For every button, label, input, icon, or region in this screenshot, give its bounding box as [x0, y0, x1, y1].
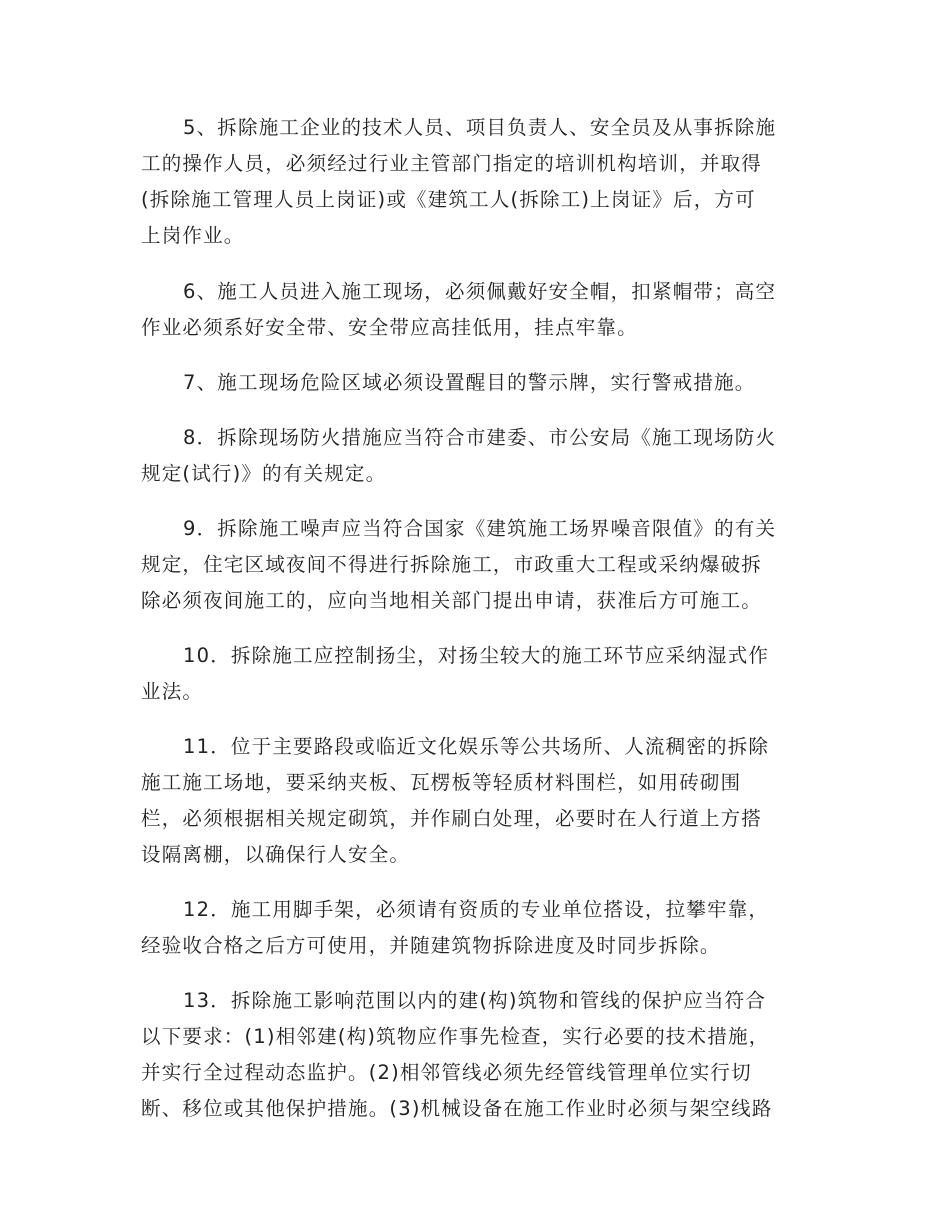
- paragraph-9-line-2: 规定，住宅区域夜间不得进行拆除施工，市政重大工程或采纳爆破拆: [141, 553, 763, 576]
- paragraph-11-line-3: 栏，必须根据相关规定砌筑，并作刷白处理，必要时在人行道上方搭: [141, 807, 763, 830]
- paragraph-8-line-1: 8．拆除现场防火措施应当符合市建委、市公安局《施工现场防火: [183, 426, 777, 449]
- paragraph-13-line-1: 13．拆除施工影响范围以内的建(构)筑物和管线的保护应当符合: [183, 989, 767, 1012]
- paragraph-13-line-4: 断、移位或其他保护措施。(3)机械设备在施工作业时必须与架空线路: [141, 1097, 773, 1120]
- paragraph-10-line-2: 业法。: [141, 680, 204, 703]
- paragraph-6-line-1: 6、施工人员进入施工现场，必须佩戴好安全帽，扣紧帽带；高空: [183, 280, 777, 303]
- paragraph-9-line-1: 9．拆除施工噪声应当符合国家《建筑施工场界噪音限值》的有关: [183, 517, 777, 540]
- paragraph-5-line-1: 5、拆除施工企业的技术人员、项目负责人、安全员及从事拆除施: [183, 116, 777, 139]
- paragraph-11-line-2: 施工施工场地，要采纳夹板、瓦楞板等轻质材料围栏，如用砖砌围: [141, 771, 742, 794]
- paragraph-11-line-4: 设隔离棚，以确保行人安全。: [141, 843, 411, 866]
- paragraph-12-line-2: 经验收合格之后方可使用，并随建筑物拆除进度及时同步拆除。: [141, 934, 721, 957]
- paragraph-12-line-1: 12．施工用脚手架，必须请有资质的专业单位搭设，拉攀牢靠，: [183, 898, 770, 921]
- paragraph-13-line-3: 并实行全过程动态监护。(2)相邻管线必须先经管线管理单位实行切: [141, 1061, 752, 1084]
- paragraph-13-line-2: 以下要求：(1)相邻建(构)筑物应作事先检查，实行必要的技术措施，: [141, 1025, 770, 1048]
- paragraph-9-line-3: 除必须夜间施工的，应向当地相关部门提出申请，获准后方可施工。: [141, 589, 763, 612]
- paragraph-8-line-2: 规定(试行)》的有关规定。: [141, 462, 387, 485]
- paragraph-10-line-1: 10．拆除施工应控制扬尘，对扬尘较大的施工环节应采纳湿式作: [183, 644, 770, 667]
- paragraph-5-line-4: 上岗作业。: [141, 224, 245, 247]
- paragraph-5-line-2: 工的操作人员，必须经过行业主管部门指定的培训机构培训，并取得: [141, 152, 763, 175]
- paragraph-5-line-3: (拆除施工管理人员上岗证)或《建筑工人(拆除工)上岗证》后，方可: [141, 188, 756, 211]
- paragraph-7-line-1: 7、施工现场危险区域必须设置醒目的警示牌，实行警戒措施。: [183, 371, 756, 394]
- paragraph-6-line-2: 作业必须系好安全带、安全带应高挂低用，挂点牢靠。: [141, 316, 638, 339]
- paragraph-11-line-1: 11．位于主要路段或临近文化娱乐等公共场所、人流稠密的拆除: [183, 735, 770, 758]
